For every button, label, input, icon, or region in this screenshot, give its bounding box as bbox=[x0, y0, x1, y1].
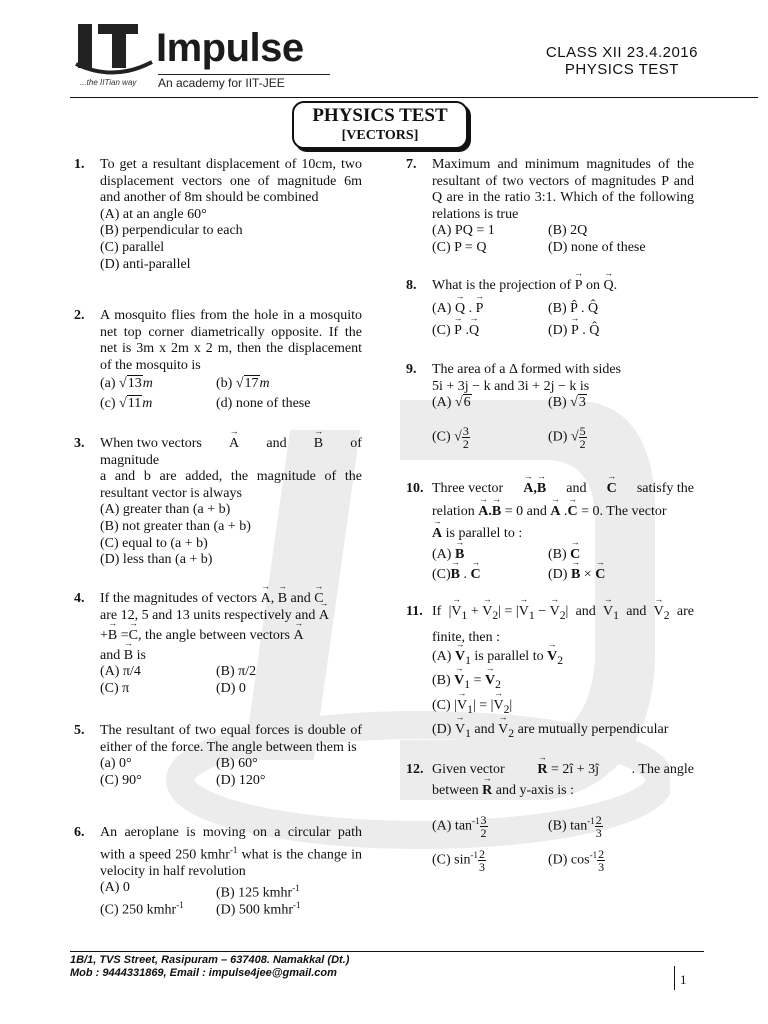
question-number: 8. bbox=[406, 278, 417, 293]
option-d: (D) less than (a + b) bbox=[100, 552, 213, 568]
iit-logo-icon bbox=[74, 18, 154, 78]
question-number: 12. bbox=[406, 762, 424, 777]
question-number: 5. bbox=[74, 723, 85, 738]
option-c: (C) equal to (a + b) bbox=[100, 535, 208, 551]
question-number: 1. bbox=[74, 157, 85, 172]
option-b: (B) perpendicular to each bbox=[100, 223, 243, 239]
option-d: $(D) \to V_1$ and → $V_2$ are mutually perpendicular bbox=[432, 722, 694, 742]
page-number: 1 bbox=[680, 972, 687, 987]
question-number: 10. bbox=[406, 481, 424, 496]
option-a: (A) greater than (a + b) bbox=[100, 502, 231, 518]
option-b: $(B) \to V_1$ = → $V_2$ bbox=[432, 673, 694, 693]
logo-wordmark: Impulse bbox=[156, 26, 304, 70]
option-b: (B) 2Q bbox=[548, 223, 588, 239]
question-text: To get a resultant displacement of 10cm, two displacement vectors one of magnitude 6m and another of 8m should be combined bbox=[100, 157, 362, 206]
option-a: (a) 0° bbox=[100, 756, 132, 772]
option-a: (A) $\tan^{-1}$ $\frac{3}{2}$ bbox=[432, 813, 487, 841]
header-rule bbox=[70, 97, 758, 98]
footer-rule bbox=[70, 951, 704, 952]
question-text: Given vector → R = 2î + 3ĵ . The angle bbox=[432, 762, 694, 779]
option-b: (B) $\tan^{-1}$ $\frac{2}{3}$ bbox=[548, 813, 602, 841]
test-line: PHYSICS TEST bbox=[564, 61, 679, 78]
impulse-logo bbox=[74, 18, 334, 92]
option-b: (B) 60° bbox=[216, 756, 258, 772]
logo-subtitle: An academy for IIT-JEE bbox=[158, 76, 285, 90]
option-c: (C) $\sin^{-1}$ $\frac{2}{3}$ bbox=[432, 847, 485, 875]
option-a: $(A) \to V_1$ is parallel to → $V_2$ bbox=[432, 649, 694, 669]
option-c: (C) √ $\frac{3}{2}$ bbox=[432, 424, 469, 452]
option-b: (b) √17m bbox=[216, 376, 270, 392]
option-c: (C) P = Q bbox=[432, 239, 487, 255]
option-c: (C) 90° bbox=[100, 772, 142, 788]
question-number: 6. bbox=[74, 825, 85, 840]
option-d: (D) 120° bbox=[216, 772, 266, 788]
option-c: (C) π bbox=[100, 680, 130, 696]
page-subtitle: [VECTORS] bbox=[341, 128, 419, 143]
option-d: (D) → P . Q̂ bbox=[548, 323, 599, 340]
question-number: 2. bbox=[74, 308, 85, 323]
option-a: (A) π/4 bbox=[100, 664, 141, 680]
question-number: 3. bbox=[74, 436, 85, 451]
option-a: (A) → B bbox=[432, 547, 464, 564]
option-d: (D) none of these bbox=[548, 239, 646, 255]
option-c: (c) √11m bbox=[100, 396, 153, 412]
question-text: What is the projection of → P on → Q. bbox=[432, 278, 694, 295]
option-d: (D) 500 kmhr$^{-1}$ bbox=[216, 900, 301, 918]
question-number: 9. bbox=[406, 362, 417, 377]
logo-tagline: ...the IITian way bbox=[80, 78, 137, 87]
option-c: (C) |→ $V_1|$ = |→ $V_2|$ bbox=[432, 698, 694, 718]
footer-address: 1B/1, TVS Street, Rasipuram – 637408. Namakkal (Dt.) Mob : 9444331869, Email : impulse4jee@gmail.com bbox=[70, 954, 350, 979]
option-b: (B) 125 kmhr$^{-1}$ bbox=[216, 883, 300, 902]
option-d: (D) → B × → C bbox=[548, 567, 605, 584]
option-d: (D) $\cos^{-1}$ $\frac{2}{3}$ bbox=[548, 847, 605, 875]
logo-divider bbox=[158, 74, 330, 75]
option-d: (D) 0 bbox=[216, 680, 246, 696]
option-c: (C)→ B . → C bbox=[432, 567, 481, 584]
option-a: (A) PQ = 1 bbox=[432, 223, 495, 239]
question-text: The resultant of two equal forces is double of either of the force. The angle between them is bbox=[100, 723, 362, 755]
option-a: (A) → Q . → P bbox=[432, 301, 483, 318]
option-c: (C) → P .→ Q bbox=[432, 323, 479, 340]
class-line: CLASS XII 23.4.2016 bbox=[545, 44, 698, 61]
option-c: (C) parallel bbox=[100, 239, 165, 255]
question-number: 11. bbox=[406, 604, 423, 619]
question-text: The area of a Δ formed with sides bbox=[432, 362, 621, 377]
option-b: (B) → C bbox=[548, 547, 580, 564]
option-b: (B) not greater than (a + b) bbox=[100, 518, 251, 534]
page-number-bar bbox=[674, 966, 675, 990]
option-b: (B) π/2 bbox=[216, 664, 257, 680]
option-a: (a) √13m bbox=[100, 376, 153, 392]
question-text: A mosquito flies from the hole in a mosquito net top corner diametrically opposite. If the net is 3m x 2m x 2 m, then the displacement of the mosquito is bbox=[100, 308, 362, 373]
question-text: When two vectors → A and → B of bbox=[100, 436, 362, 453]
option-c: (C) 250 kmhr$^{-1}$ bbox=[100, 900, 184, 918]
option-b: (B) √3 bbox=[548, 395, 586, 411]
option-d: (D) anti-parallel bbox=[100, 256, 191, 272]
option-d: (D) √ $\frac{5}{2}$ bbox=[548, 424, 586, 452]
option-d: (d) none of these bbox=[216, 396, 311, 412]
option-b: (B) P̂ . Q̂ bbox=[548, 300, 599, 316]
question-text: Maximum and minimum magnitudes of the resultant of two vectors of magnitudes P and Q are in the ratio 3:1. Which of the following relations is true bbox=[432, 157, 694, 222]
option-a: (A) √6 bbox=[432, 395, 471, 411]
page-title: PHYSICS TEST bbox=[312, 105, 448, 126]
question-text: Three vector → A,→ B and → C satisfy the bbox=[432, 481, 694, 498]
option-a: (A) at an angle 60° bbox=[100, 206, 207, 222]
question-text: If |→ $V_1$ + → $V_2|$ = |→ $V_1$ − → $V_2|$ and → $V_1$ and → $V_2$ are bbox=[432, 604, 694, 624]
question-number: 4. bbox=[74, 591, 85, 606]
question-text: An aeroplane is moving on a circular path with a speed 250 kmhr$^{-1}$ what is the change in velocity in half revolution bbox=[100, 825, 363, 879]
header-info bbox=[546, 44, 698, 78]
question-number: 7. bbox=[406, 157, 417, 172]
page-title-box bbox=[292, 101, 468, 149]
option-a: (A) 0 bbox=[100, 880, 130, 896]
